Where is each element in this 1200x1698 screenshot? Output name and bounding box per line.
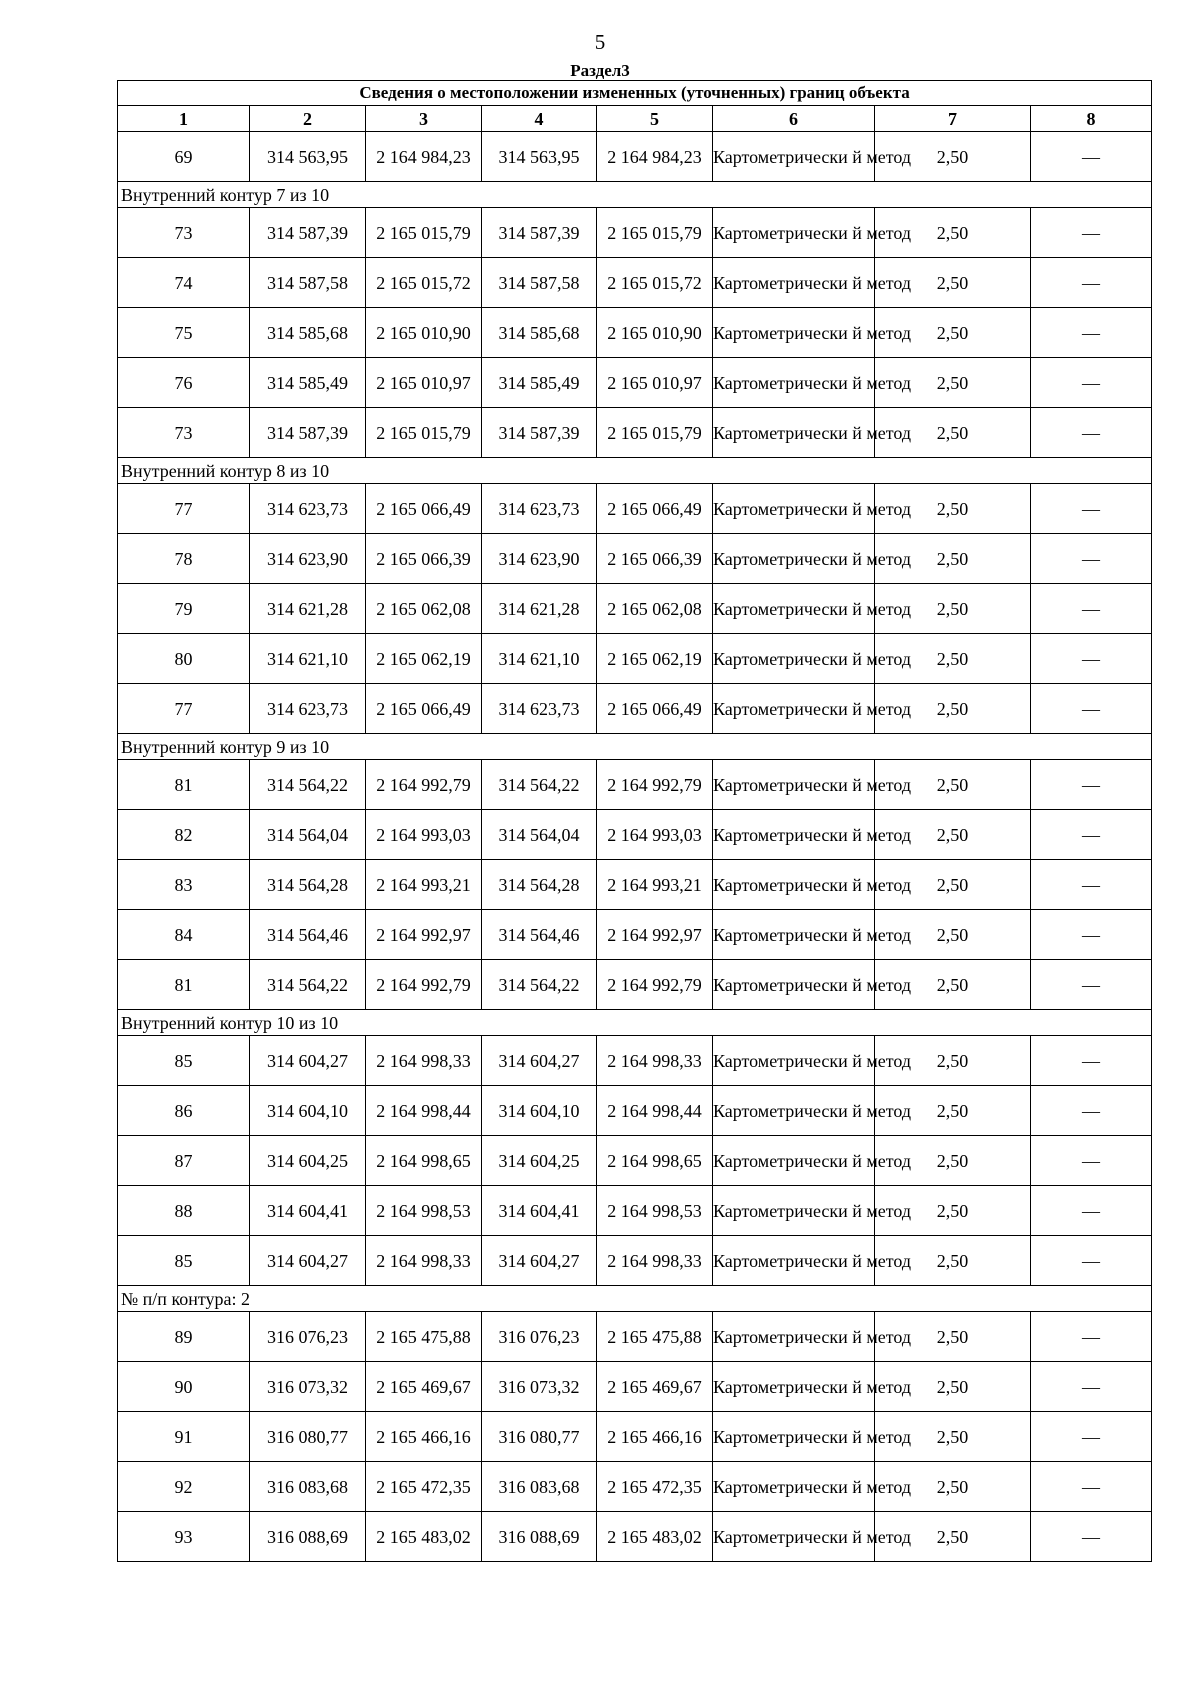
table-row	[118, 1512, 1152, 1562]
y-new-cell: 2 164 998,44	[597, 1086, 713, 1136]
y-coordinate-cell: 2 165 062,08	[366, 584, 482, 634]
contour-group-label: Внутренний контур 10 из 10	[118, 1010, 1152, 1036]
y-coordinate-cell: 2 164 992,79	[366, 760, 482, 810]
contour-group-row	[118, 458, 1152, 484]
y-coordinate-cell: 2 164 992,97	[366, 910, 482, 960]
column-header: 8	[1031, 106, 1152, 132]
accuracy-cell: 2,50	[875, 760, 1031, 810]
method-cell: Картометрически й метод	[713, 258, 875, 308]
accuracy-cell: 2,50	[875, 684, 1031, 734]
description-cell: —	[1031, 810, 1152, 860]
y-coordinate-cell: 2 164 998,44	[366, 1086, 482, 1136]
table-row	[118, 308, 1152, 358]
x-new-cell: 314 587,39	[482, 208, 597, 258]
page-number: 5	[594, 30, 606, 54]
method-cell: Картометрически й метод	[713, 1312, 875, 1362]
accuracy-cell: 2,50	[875, 1312, 1031, 1362]
x-coordinate-cell: 314 604,27	[250, 1236, 366, 1286]
x-coordinate-cell: 316 080,77	[250, 1412, 366, 1462]
point-number-cell: 79	[118, 584, 250, 634]
y-new-cell: 2 164 998,33	[597, 1236, 713, 1286]
column-header: 3	[366, 106, 482, 132]
method-cell: Картометрически й метод	[713, 1086, 875, 1136]
method-cell: Картометрически й метод	[713, 810, 875, 860]
accuracy-cell: 2,50	[875, 960, 1031, 1010]
method-cell: Картометрически й метод	[713, 960, 875, 1010]
x-coordinate-cell: 314 564,28	[250, 860, 366, 910]
point-number-cell: 93	[118, 1512, 250, 1562]
accuracy-cell: 2,50	[875, 132, 1031, 182]
y-coordinate-cell: 2 165 066,49	[366, 484, 482, 534]
y-coordinate-cell: 2 165 015,79	[366, 408, 482, 458]
x-coordinate-cell: 314 564,22	[250, 960, 366, 1010]
x-coordinate-cell: 314 563,95	[250, 132, 366, 182]
table-header-row	[118, 106, 1152, 132]
point-number-cell: 74	[118, 258, 250, 308]
y-new-cell: 2 165 015,79	[597, 208, 713, 258]
description-cell: —	[1031, 1312, 1152, 1362]
description-cell: —	[1031, 132, 1152, 182]
accuracy-cell: 2,50	[875, 408, 1031, 458]
point-number-cell: 77	[118, 684, 250, 734]
y-new-cell: 2 165 062,08	[597, 584, 713, 634]
x-coordinate-cell: 316 073,32	[250, 1362, 366, 1412]
point-number-cell: 83	[118, 860, 250, 910]
point-number-cell: 73	[118, 408, 250, 458]
table-row	[118, 634, 1152, 684]
method-cell: Картометрически й метод	[713, 1362, 875, 1412]
point-number-cell: 80	[118, 634, 250, 684]
x-coordinate-cell: 314 621,28	[250, 584, 366, 634]
y-new-cell: 2 164 992,97	[597, 910, 713, 960]
x-coordinate-cell: 314 604,25	[250, 1136, 366, 1186]
description-cell: —	[1031, 258, 1152, 308]
boundary-table	[117, 80, 1152, 1562]
accuracy-cell: 2,50	[875, 860, 1031, 910]
table-row	[118, 1462, 1152, 1512]
accuracy-cell: 2,50	[875, 1036, 1031, 1086]
accuracy-cell: 2,50	[875, 1512, 1031, 1562]
x-new-cell: 314 585,49	[482, 358, 597, 408]
accuracy-cell: 2,50	[875, 484, 1031, 534]
contour-group-label: Внутренний контур 9 из 10	[118, 734, 1152, 760]
table-row	[118, 484, 1152, 534]
table-row	[118, 1186, 1152, 1236]
description-cell: —	[1031, 584, 1152, 634]
point-number-cell: 82	[118, 810, 250, 860]
x-new-cell: 314 587,58	[482, 258, 597, 308]
contour-group-label: Внутренний контур 8 из 10	[118, 458, 1152, 484]
table-row	[118, 760, 1152, 810]
accuracy-cell: 2,50	[875, 634, 1031, 684]
method-cell: Картометрически й метод	[713, 1036, 875, 1086]
description-cell: —	[1031, 1186, 1152, 1236]
x-coordinate-cell: 314 587,39	[250, 208, 366, 258]
y-new-cell: 2 164 992,79	[597, 960, 713, 1010]
table-row	[118, 684, 1152, 734]
description-cell: —	[1031, 1136, 1152, 1186]
accuracy-cell: 2,50	[875, 1236, 1031, 1286]
y-coordinate-cell: 2 164 998,33	[366, 1236, 482, 1286]
method-cell: Картометрически й метод	[713, 358, 875, 408]
contour-group-row	[118, 1286, 1152, 1312]
method-cell: Картометрически й метод	[713, 308, 875, 358]
method-cell: Картометрически й метод	[713, 1462, 875, 1512]
method-cell: Картометрически й метод	[713, 408, 875, 458]
description-cell: —	[1031, 1086, 1152, 1136]
x-new-cell: 316 088,69	[482, 1512, 597, 1562]
point-number-cell: 91	[118, 1412, 250, 1462]
y-new-cell: 2 164 998,53	[597, 1186, 713, 1236]
description-cell: —	[1031, 910, 1152, 960]
accuracy-cell: 2,50	[875, 910, 1031, 960]
method-cell: Картометрически й метод	[713, 634, 875, 684]
table-row	[118, 132, 1152, 182]
x-new-cell: 314 564,46	[482, 910, 597, 960]
y-coordinate-cell: 2 165 466,16	[366, 1412, 482, 1462]
x-coordinate-cell: 314 623,73	[250, 684, 366, 734]
description-cell: —	[1031, 1036, 1152, 1086]
table-row	[118, 1236, 1152, 1286]
table-row	[118, 960, 1152, 1010]
description-cell: —	[1031, 634, 1152, 684]
y-coordinate-cell: 2 165 066,39	[366, 534, 482, 584]
contour-group-label: № п/п контура: 2	[118, 1286, 1152, 1312]
y-new-cell: 2 165 475,88	[597, 1312, 713, 1362]
x-coordinate-cell: 316 083,68	[250, 1462, 366, 1512]
y-new-cell: 2 165 066,39	[597, 534, 713, 584]
x-coordinate-cell: 314 623,73	[250, 484, 366, 534]
y-coordinate-cell: 2 165 469,67	[366, 1362, 482, 1412]
y-new-cell: 2 165 066,49	[597, 684, 713, 734]
x-new-cell: 316 076,23	[482, 1312, 597, 1362]
table-row	[118, 1362, 1152, 1412]
x-coordinate-cell: 314 621,10	[250, 634, 366, 684]
y-coordinate-cell: 2 165 015,72	[366, 258, 482, 308]
x-new-cell: 314 621,10	[482, 634, 597, 684]
method-cell: Картометрически й метод	[713, 760, 875, 810]
table-row	[118, 408, 1152, 458]
accuracy-cell: 2,50	[875, 1136, 1031, 1186]
description-cell: —	[1031, 1236, 1152, 1286]
accuracy-cell: 2,50	[875, 208, 1031, 258]
table-row	[118, 534, 1152, 584]
description-cell: —	[1031, 1512, 1152, 1562]
description-cell: —	[1031, 484, 1152, 534]
x-new-cell: 314 564,04	[482, 810, 597, 860]
accuracy-cell: 2,50	[875, 308, 1031, 358]
description-cell: —	[1031, 1412, 1152, 1462]
x-new-cell: 316 073,32	[482, 1362, 597, 1412]
x-coordinate-cell: 314 604,10	[250, 1086, 366, 1136]
y-new-cell: 2 164 998,65	[597, 1136, 713, 1186]
description-cell: —	[1031, 760, 1152, 810]
x-new-cell: 314 564,22	[482, 760, 597, 810]
y-coordinate-cell: 2 165 472,35	[366, 1462, 482, 1512]
y-new-cell: 2 165 466,16	[597, 1412, 713, 1462]
y-new-cell: 2 165 066,49	[597, 484, 713, 534]
y-new-cell: 2 165 472,35	[597, 1462, 713, 1512]
point-number-cell: 84	[118, 910, 250, 960]
y-coordinate-cell: 2 164 984,23	[366, 132, 482, 182]
table-row	[118, 860, 1152, 910]
y-coordinate-cell: 2 165 062,19	[366, 634, 482, 684]
point-number-cell: 75	[118, 308, 250, 358]
method-cell: Картометрически й метод	[713, 1136, 875, 1186]
y-new-cell: 2 165 015,72	[597, 258, 713, 308]
description-cell: —	[1031, 1462, 1152, 1512]
x-new-cell: 314 585,68	[482, 308, 597, 358]
x-new-cell: 316 083,68	[482, 1462, 597, 1512]
method-cell: Картометрически й метод	[713, 1512, 875, 1562]
x-new-cell: 314 563,95	[482, 132, 597, 182]
column-header: 6	[713, 106, 875, 132]
x-new-cell: 314 604,27	[482, 1036, 597, 1086]
table-row	[118, 358, 1152, 408]
x-coordinate-cell: 314 623,90	[250, 534, 366, 584]
x-new-cell: 314 564,28	[482, 860, 597, 910]
table-row	[118, 1036, 1152, 1086]
y-new-cell: 2 165 015,79	[597, 408, 713, 458]
column-header: 1	[118, 106, 250, 132]
x-new-cell: 314 604,25	[482, 1136, 597, 1186]
accuracy-cell: 2,50	[875, 1362, 1031, 1412]
table-row	[118, 1412, 1152, 1462]
y-new-cell: 2 165 469,67	[597, 1362, 713, 1412]
point-number-cell: 73	[118, 208, 250, 258]
method-cell: Картометрически й метод	[713, 1186, 875, 1236]
point-number-cell: 76	[118, 358, 250, 408]
point-number-cell: 78	[118, 534, 250, 584]
contour-group-label: Внутренний контур 7 из 10	[118, 182, 1152, 208]
method-cell: Картометрически й метод	[713, 534, 875, 584]
x-new-cell: 314 623,73	[482, 684, 597, 734]
accuracy-cell: 2,50	[875, 1412, 1031, 1462]
point-number-cell: 81	[118, 760, 250, 810]
method-cell: Картометрически й метод	[713, 684, 875, 734]
y-coordinate-cell: 2 165 066,49	[366, 684, 482, 734]
point-number-cell: 69	[118, 132, 250, 182]
x-new-cell: 316 080,77	[482, 1412, 597, 1462]
y-new-cell: 2 165 010,90	[597, 308, 713, 358]
x-coordinate-cell: 314 587,58	[250, 258, 366, 308]
x-coordinate-cell: 314 564,46	[250, 910, 366, 960]
table-row	[118, 1086, 1152, 1136]
x-new-cell: 314 604,41	[482, 1186, 597, 1236]
column-header: 4	[482, 106, 597, 132]
x-new-cell: 314 604,10	[482, 1086, 597, 1136]
contour-group-row	[118, 182, 1152, 208]
y-new-cell: 2 164 998,33	[597, 1036, 713, 1086]
table-row	[118, 910, 1152, 960]
section-title: Раздел3	[570, 61, 630, 80]
accuracy-cell: 2,50	[875, 1462, 1031, 1512]
point-number-cell: 88	[118, 1186, 250, 1236]
accuracy-cell: 2,50	[875, 534, 1031, 584]
description-cell: —	[1031, 308, 1152, 358]
y-coordinate-cell: 2 165 010,90	[366, 308, 482, 358]
method-cell: Картометрически й метод	[713, 860, 875, 910]
accuracy-cell: 2,50	[875, 584, 1031, 634]
table-row	[118, 584, 1152, 634]
contour-group-row	[118, 734, 1152, 760]
x-new-cell: 314 621,28	[482, 584, 597, 634]
y-new-cell: 2 164 992,79	[597, 760, 713, 810]
x-coordinate-cell: 314 564,22	[250, 760, 366, 810]
point-number-cell: 87	[118, 1136, 250, 1186]
y-coordinate-cell: 2 165 475,88	[366, 1312, 482, 1362]
y-coordinate-cell: 2 165 483,02	[366, 1512, 482, 1562]
x-coordinate-cell: 316 076,23	[250, 1312, 366, 1362]
description-cell: —	[1031, 208, 1152, 258]
y-new-cell: 2 164 993,03	[597, 810, 713, 860]
x-coordinate-cell: 314 587,39	[250, 408, 366, 458]
description-cell: —	[1031, 408, 1152, 458]
y-coordinate-cell: 2 165 015,79	[366, 208, 482, 258]
y-coordinate-cell: 2 164 992,79	[366, 960, 482, 1010]
point-number-cell: 81	[118, 960, 250, 1010]
accuracy-cell: 2,50	[875, 810, 1031, 860]
x-new-cell: 314 587,39	[482, 408, 597, 458]
table-row	[118, 258, 1152, 308]
table-caption: Сведения о местоположении измененных (уточненных) границ объекта	[118, 81, 1152, 106]
method-cell: Картометрически й метод	[713, 910, 875, 960]
description-cell: —	[1031, 684, 1152, 734]
accuracy-cell: 2,50	[875, 1186, 1031, 1236]
column-header: 7	[875, 106, 1031, 132]
x-new-cell: 314 604,27	[482, 1236, 597, 1286]
y-new-cell: 2 164 993,21	[597, 860, 713, 910]
y-new-cell: 2 164 984,23	[597, 132, 713, 182]
description-cell: —	[1031, 1362, 1152, 1412]
table-row	[118, 810, 1152, 860]
description-cell: —	[1031, 358, 1152, 408]
method-cell: Картометрически й метод	[713, 584, 875, 634]
point-number-cell: 90	[118, 1362, 250, 1412]
accuracy-cell: 2,50	[875, 258, 1031, 308]
y-coordinate-cell: 2 164 993,21	[366, 860, 482, 910]
table-row	[118, 1312, 1152, 1362]
y-new-cell: 2 165 010,97	[597, 358, 713, 408]
x-coordinate-cell: 314 564,04	[250, 810, 366, 860]
y-coordinate-cell: 2 164 998,53	[366, 1186, 482, 1236]
x-coordinate-cell: 314 585,49	[250, 358, 366, 408]
y-coordinate-cell: 2 164 998,33	[366, 1036, 482, 1086]
x-coordinate-cell: 316 088,69	[250, 1512, 366, 1562]
description-cell: —	[1031, 960, 1152, 1010]
point-number-cell: 86	[118, 1086, 250, 1136]
x-coordinate-cell: 314 585,68	[250, 308, 366, 358]
x-coordinate-cell: 314 604,27	[250, 1036, 366, 1086]
y-coordinate-cell: 2 164 998,65	[366, 1136, 482, 1186]
method-cell: Картометрически й метод	[713, 132, 875, 182]
accuracy-cell: 2,50	[875, 1086, 1031, 1136]
accuracy-cell: 2,50	[875, 358, 1031, 408]
point-number-cell: 92	[118, 1462, 250, 1512]
description-cell: —	[1031, 860, 1152, 910]
y-coordinate-cell: 2 164 993,03	[366, 810, 482, 860]
point-number-cell: 85	[118, 1236, 250, 1286]
method-cell: Картометрически й метод	[713, 1412, 875, 1462]
method-cell: Картометрически й метод	[713, 208, 875, 258]
method-cell: Картометрически й метод	[713, 1236, 875, 1286]
x-new-cell: 314 623,73	[482, 484, 597, 534]
contour-group-row	[118, 1010, 1152, 1036]
table-caption-row	[118, 81, 1152, 106]
y-new-cell: 2 165 483,02	[597, 1512, 713, 1562]
table-row	[118, 1136, 1152, 1186]
point-number-cell: 85	[118, 1036, 250, 1086]
x-new-cell: 314 564,22	[482, 960, 597, 1010]
point-number-cell: 89	[118, 1312, 250, 1362]
method-cell: Картометрически й метод	[713, 484, 875, 534]
y-new-cell: 2 165 062,19	[597, 634, 713, 684]
table-row	[118, 208, 1152, 258]
x-coordinate-cell: 314 604,41	[250, 1186, 366, 1236]
y-coordinate-cell: 2 165 010,97	[366, 358, 482, 408]
description-cell: —	[1031, 534, 1152, 584]
x-new-cell: 314 623,90	[482, 534, 597, 584]
point-number-cell: 77	[118, 484, 250, 534]
column-header: 2	[250, 106, 366, 132]
column-header: 5	[597, 106, 713, 132]
